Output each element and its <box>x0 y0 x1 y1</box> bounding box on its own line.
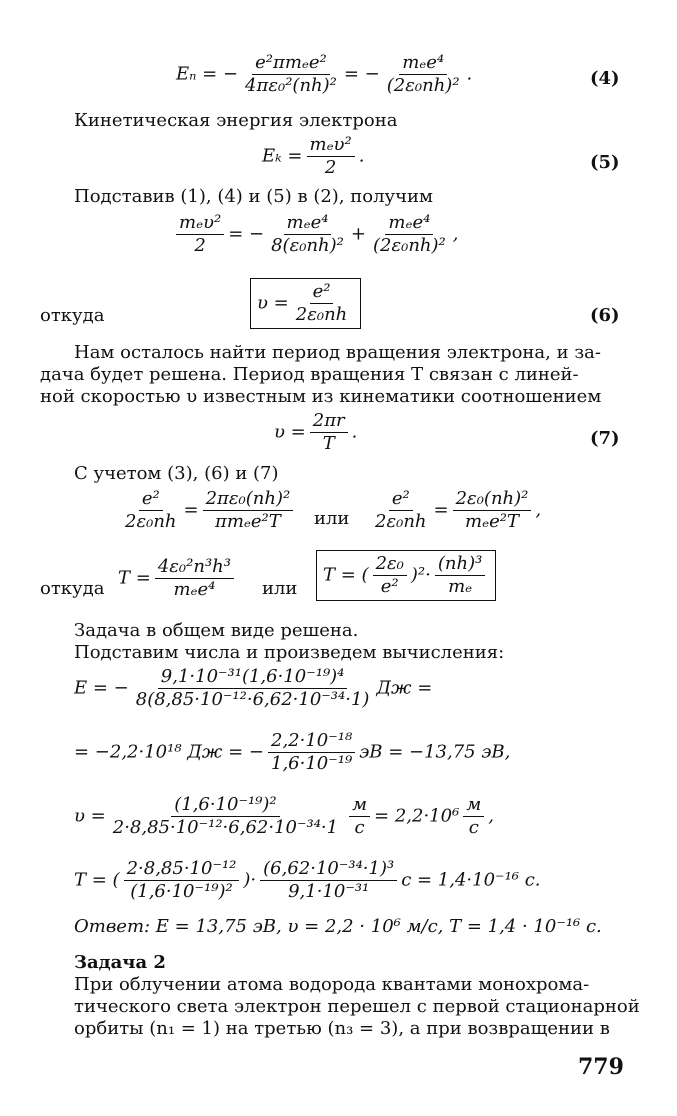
text-line: дача будет решена. Период вращения T связан с линей- <box>40 364 579 385</box>
equation-5: Eₖ = $\frac{\text{mₑυ²}}{2}$ . <box>262 134 365 178</box>
text-line: или <box>314 508 350 529</box>
text-line: Задача в общем виде решена. <box>74 620 359 641</box>
text-line: Подставим числа и произведем вычисления: <box>74 642 505 663</box>
equation-period-relation-simplified: $\frac{\text{e²}}{\text{2ε₀nh}}$ = $\frac{\text{2ε₀(nh)²}}{\text{mₑe²T}}$ , <box>375 488 542 532</box>
equation-4: Eₙ = − $\frac{\text{e²πmₑe²}}{\text{4πε₀²(nh)²}}$ = − $\frac{\text{mₑe⁴}}{\text{(2ε₀nh)²}}$ . <box>176 52 473 96</box>
page-number: 779 <box>578 1054 624 1080</box>
equation-7: υ = $\frac{2\pi r}{T}$ . <box>274 410 358 454</box>
text-line: откуда <box>40 578 105 599</box>
equation-energy-balance: $\frac{\text{mₑυ²}}{2}$ = − $\frac{\text{mₑe⁴}}{\text{8(ε₀nh)²}}$ + $\frac{\text{mₑe⁴}}{\text{(2ε₀nh)²}}$ , <box>172 212 458 257</box>
text-line: или <box>262 578 298 599</box>
equation-6: υ = $\frac{\text{e²}}{\text{2ε₀nh}}$ <box>250 278 361 329</box>
equation-number: (4) <box>590 68 620 89</box>
equation-period-boxed: T = ( $\frac{\text{2ε₀}}{\text{e²}}$ )²· $\frac{\text{(nh)³}}{\text{mₑ}}$ <box>316 550 496 601</box>
equation-period: T = $\frac{\text{4ε₀²n³h³}}{\text{mₑe⁴}}$ <box>118 556 238 601</box>
text-line: ной скоростью υ известным из кинематики соотношением <box>40 386 602 407</box>
text-line: Нам осталось найти период вращения электрона, и за- <box>74 342 601 363</box>
text-line: При облучении атома водорода квантами монохрома- <box>74 974 590 995</box>
equation-energy-result: = −2,2·10¹⁸ Дж = − $\frac{\text{2,2·10⁻¹⁸}}{\text{1,6·10⁻¹⁹}}$ эВ = −13,75 эВ, <box>74 730 511 774</box>
text-line: Кинетическая энергия электрона <box>74 110 398 131</box>
text-line: откуда <box>40 305 105 326</box>
task-title: Задача 2 <box>74 952 166 973</box>
equation-period-numeric: T = ( $\frac{\text{2·8,85·10⁻¹²}}{\text{(1,6·10⁻¹⁹)²}}$ )· $\frac{\text{(6,62·10⁻³⁴·1)³}}{\text{9,1·10⁻³¹}}$ с = 1,4·10⁻¹⁶ с. <box>74 858 541 902</box>
text-line: С учетом (3), (6) и (7) <box>74 463 279 484</box>
equation-velocity-numeric: υ = $\frac{\text{(1,6·10⁻¹⁹)²}}{\text{2·8,85·10⁻¹²·6,62·10⁻³⁴·1}}$ $\frac{м}{с}$ = 2,2·10⁶ $\frac{м}{с}$ , <box>74 794 494 838</box>
text-line: Подставив (1), (4) и (5) в (2), получим <box>74 186 434 207</box>
text-line: тического света электрон перешел с первой стационарной <box>74 996 640 1017</box>
equation-number: (5) <box>590 152 620 173</box>
answer-line: Ответ: E = 13,75 эВ, υ = 2,2 · 10⁶ м/с, T = 1,4 · 10⁻¹⁶ с. <box>74 916 602 937</box>
equation-period-relation: $\frac{\text{e²}}{\text{2ε₀nh}}$ = $\frac{\text{2πε₀(nh)²}}{\text{πmₑe²T}}$ <box>118 488 297 533</box>
text-line: орбиты (n₁ = 1) на третью (n₃ = 3), а при возвращении в <box>74 1018 610 1039</box>
equation-energy-numeric: E = − $\frac{\text{9,1·10⁻³¹(1,6·10⁻¹⁹)⁴}}{\text{8(8,85·10⁻¹²·6,62·10⁻³⁴·1)}}$ Дж = <box>74 666 433 710</box>
equation-number: (7) <box>590 428 620 449</box>
equation-number: (6) <box>590 305 620 326</box>
